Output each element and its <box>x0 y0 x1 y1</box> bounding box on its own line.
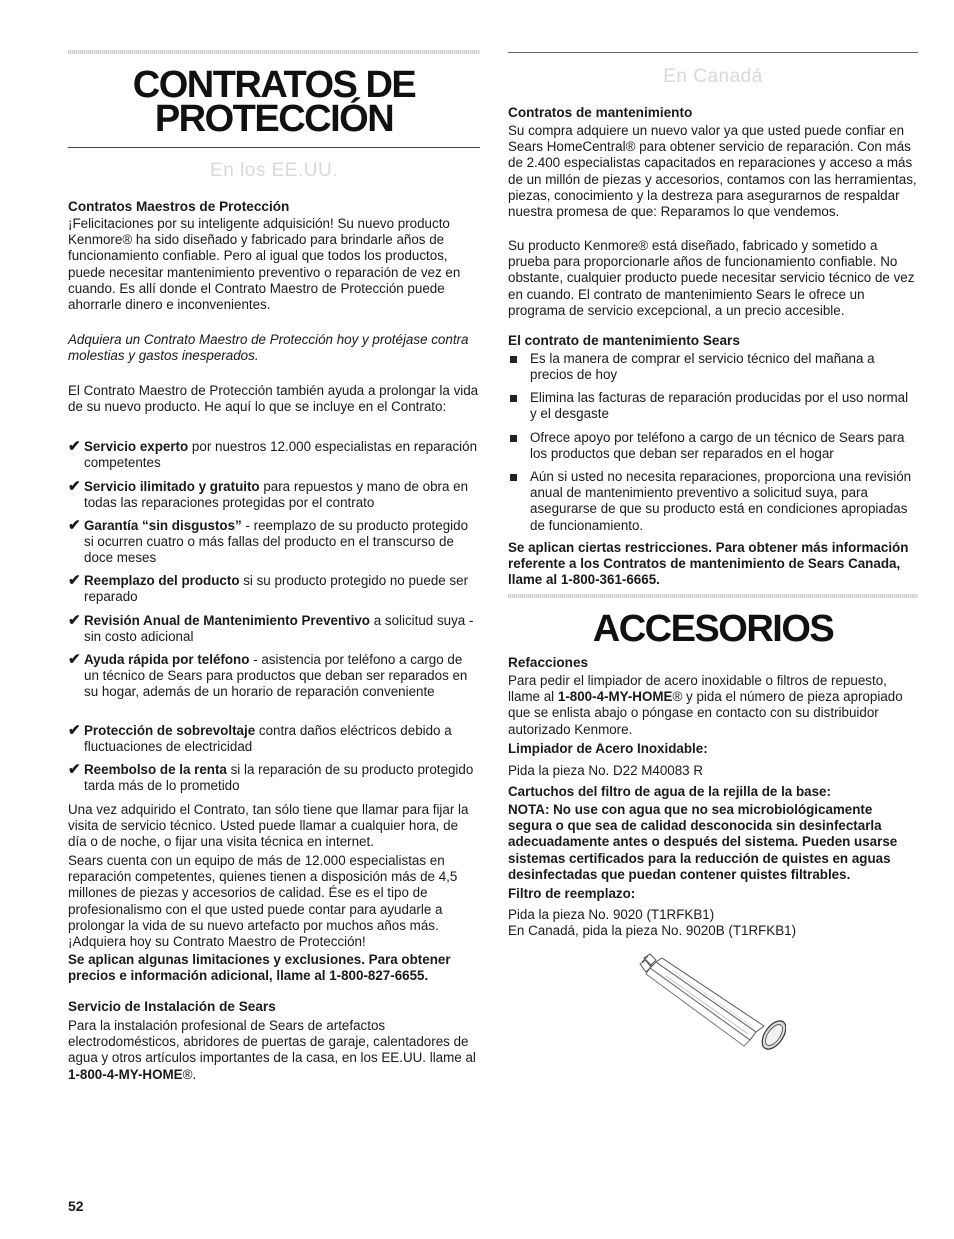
checklist-bold: Servicio ilimitado y gratuito <box>84 479 260 494</box>
parts-heading: Refacciones <box>508 655 589 670</box>
cleaner-part: Pida la pieza No. D22 M40083 R <box>508 763 704 778</box>
install-text: Para la instalación profesional de Sears de artefactos electrodomésticos, abridores de puertas de garaje, calentadores de agua y otros artículos importantes de la casa, en los EE.UU. llame al <box>68 1018 476 1066</box>
filter-heading: Filtro de reemplazo: <box>508 886 636 901</box>
maint-heading: Contratos de mantenimiento <box>508 105 693 120</box>
checklist-item <box>68 479 480 511</box>
accesorios-rule <box>508 594 918 598</box>
install-phone: 1-800-4-MY-HOME <box>68 1066 183 1082</box>
checkmark-icon: ✔ <box>68 722 81 739</box>
maint-paragraph-1: Su compra adquiere un nuevo valor ya que usted puede confiar en Sears HomeCentral® para obtener servicio de reparación. Con más de 2.400 especialistas capacitados en reparaciones y acceso a más de un millón de piezas y accesorios, contamos con las herramientas, piezas, conocimiento y la destreza para asegurarnos de respaldar nuestra promesa de que: Reparamos lo que vendemos. <box>508 123 917 220</box>
bullet-text: Ofrece apoyo por teléfono a cargo de un técnico de Sears para los productos que deban ser reparados en el hogar <box>530 430 905 462</box>
parts-text-b: ® y pida el número de pieza apropiado que se enlista abajo o póngase en contacto con su distribuidor autorizado Kenmore. <box>508 689 903 737</box>
checklist-item <box>68 652 480 701</box>
checklist-bold: Garantía “sin disgustos” <box>84 518 242 533</box>
checklist-bold: Reemplazo del producto <box>84 573 240 588</box>
checklist-bold: Revisión Anual de Mantenimiento Preventivo <box>84 613 370 628</box>
filter-us-part: Pida la pieza No. 9020 (T1RFKB1) <box>508 907 715 922</box>
square-bullet-icon <box>510 435 517 442</box>
bullet-item <box>508 430 918 462</box>
sears-team-paragraph: Sears cuenta con un equipo de más de 12.000 especialistas en reparación competentes, quienes tienen a disposición más de 4,5 millones de piezas y accesorios de calidad. Ése es el tipo de profesionalismo con el que usted puede contar para ayudarle a prolongar la vida de su nuevo artefacto por muchos años más. ¡Adquiera hoy su Contrato Maestro de Protección! <box>68 853 458 950</box>
parts-text-a: Para pedir el limpiador de acero inoxidable o filtros de repuesto, llame al <box>508 673 887 705</box>
bullet-text: Aún si usted no necesita reparaciones, proporciona una revisión anual de mantenimiento preventivo a solicitud suya, para asegurarse de que su producto está en condiciones apropiadas de funcionamiento. <box>530 469 912 533</box>
includes-intro: El Contrato Maestro de Protección también ayuda a prolongar la vida de su nuevo producto. He aquí lo que se incluye en el Contrato: <box>68 383 479 415</box>
checkmark-icon: ✔ <box>68 651 81 668</box>
checklist-text: contra daños eléctricos debido a fluctuaciones de electricidad <box>84 723 452 755</box>
cleaner-heading: Limpiador de Acero Inoxidable: <box>508 741 708 756</box>
checklist-text: si la reparación de su producto protegido tarda más de lo prometido <box>84 762 474 794</box>
checkmark-icon: ✔ <box>68 612 81 629</box>
checklist-item <box>68 723 480 755</box>
cartridge-heading: Cartuchos del filtro de agua de la rejilla de la base: <box>508 784 831 799</box>
checkmark-icon: ✔ <box>68 517 81 534</box>
maint-paragraph-2: Su producto Kenmore® está diseñado, fabricado y sometido a prueba para proporcionarle años de funcionamiento confiable. No obstante, cualquier producto puede necesitar servicio técnico de vez en cuando. El contrato de mantenimiento Sears le ofrece un programa de servicio excepcional, a un precio accesible. <box>508 238 915 318</box>
checklist-text: por nuestros 12.000 especialistas en reparación competentes <box>84 439 478 471</box>
region-label-usa: En los EE.UU. <box>210 160 338 181</box>
checklist-item <box>68 573 480 605</box>
checklist-bold: Ayuda rápida por teléfono <box>84 652 250 667</box>
bullet-item <box>508 469 918 534</box>
once-acquired-paragraph: Una vez adquirido el Contrato, tan sólo tiene que llamar para fijar la visita de servicio técnico. Usted puede llamar a cualquier hora, de día o de noche, o fijar una visita técnica en internet. <box>68 802 469 850</box>
title-underline-left <box>68 147 480 148</box>
checklist-item <box>68 613 480 645</box>
accesorios-title: ACCESORIOS <box>592 608 834 650</box>
checklist-item <box>68 518 480 567</box>
nota-paragraph: NOTA: No use con agua que no sea microbiológicamente segura o que sea de calidad desconocida sin desinfectarla adecuadamente antes o después del sistema. Pueden usarse sistemas certificados para la reducción de quistes en aguas desinfectadas que puedan contener quistes filtrables. <box>508 802 898 882</box>
top-rule-right <box>508 52 918 53</box>
parts-paragraph <box>508 673 918 738</box>
square-bullet-icon <box>510 395 517 402</box>
checklist-text: para repuestos y mano de obra en todas las reparaciones protegidas por el contrato <box>84 479 469 511</box>
checklist-bold: Protección de sobrevoltaje <box>84 723 256 738</box>
region-label-canada: En Canadá <box>663 66 763 87</box>
checkmark-icon: ✔ <box>68 438 81 455</box>
bullet-text: Elimina las facturas de reparación producidas por el uso normal y el desgaste <box>530 390 909 422</box>
master-heading: Contratos Maestros de Protección <box>68 199 290 214</box>
page-number: 52 <box>68 1198 84 1214</box>
filter-canada-part: En Canadá, pida la pieza No. 9020B (T1RFKB1) <box>508 923 797 938</box>
checklist-text: si su producto protegido no puede ser reparado <box>84 573 469 605</box>
title-line-2: PROTECCIÓN <box>154 98 394 140</box>
title-line-1: CONTRATOS DE <box>132 64 416 106</box>
top-rule-left <box>68 50 480 54</box>
italic-note: Adquiera un Contrato Maestro de Protección hoy y protéjase contra molestias y gastos inesperados. <box>68 332 469 364</box>
checkmark-icon: ✔ <box>68 478 81 495</box>
checklist-bold: Reembolso de la renta <box>84 762 227 777</box>
page-title-contratos <box>68 64 480 140</box>
bullet-item <box>508 390 918 422</box>
install-heading: Servicio de Instalación de Sears <box>68 999 276 1014</box>
bullet-text: Es la manera de comprar el servicio técnico del mañana a precios de hoy <box>530 351 875 383</box>
install-end: ®. <box>182 1066 197 1082</box>
parts-phone: 1-800-4-MY-HOME <box>557 689 673 705</box>
checklist-item <box>68 439 480 471</box>
bullet-item <box>508 351 918 383</box>
checklist-item <box>68 762 480 794</box>
restrictions-note: Se aplican ciertas restricciones. Para obtener más información referente a los Contratos de mantenimiento de Sears Canada, llame al 1-800-361-6665. <box>508 540 909 588</box>
checklist-text: - reemplazo de su producto protegido si ocurren cuatro o más fallas del producto en el transcurso de doce meses <box>84 518 469 566</box>
checkmark-icon: ✔ <box>68 761 81 778</box>
checkmark-icon: ✔ <box>68 572 81 589</box>
checklist-bold: Servicio experto <box>84 439 189 454</box>
water-filter-illustration <box>636 952 786 1058</box>
square-bullet-icon <box>510 474 517 481</box>
checklist-text: a solicitud suya - sin costo adicional <box>84 613 474 645</box>
square-bullet-icon <box>510 356 517 363</box>
master-intro: ¡Felicitaciones por su inteligente adquisición! Su nuevo producto Kenmore® ha sido diseñado y fabricado para brindarle años de funcionamiento confiable. Pero al igual que todos los productos, puede necesitar mantenimiento preventivo o reparación de vez en cuando. Es allí donde el Contrato Maestro de Protección puede ahorrarle dinero e inconvenientes. <box>68 216 461 313</box>
sears-contract-heading: El contrato de mantenimiento Sears <box>508 333 740 348</box>
limitations-note: Se aplican algunas limitaciones y exclusiones. Para obtener precios e información adicional, llame al 1-800-827-6655. <box>68 952 451 984</box>
checklist-text: - asistencia por teléfono a cargo de un técnico de Sears para productos que deban ser reparados en su hogar, además de un horario de reparación conveniente <box>84 652 468 700</box>
install-paragraph <box>68 1018 480 1083</box>
